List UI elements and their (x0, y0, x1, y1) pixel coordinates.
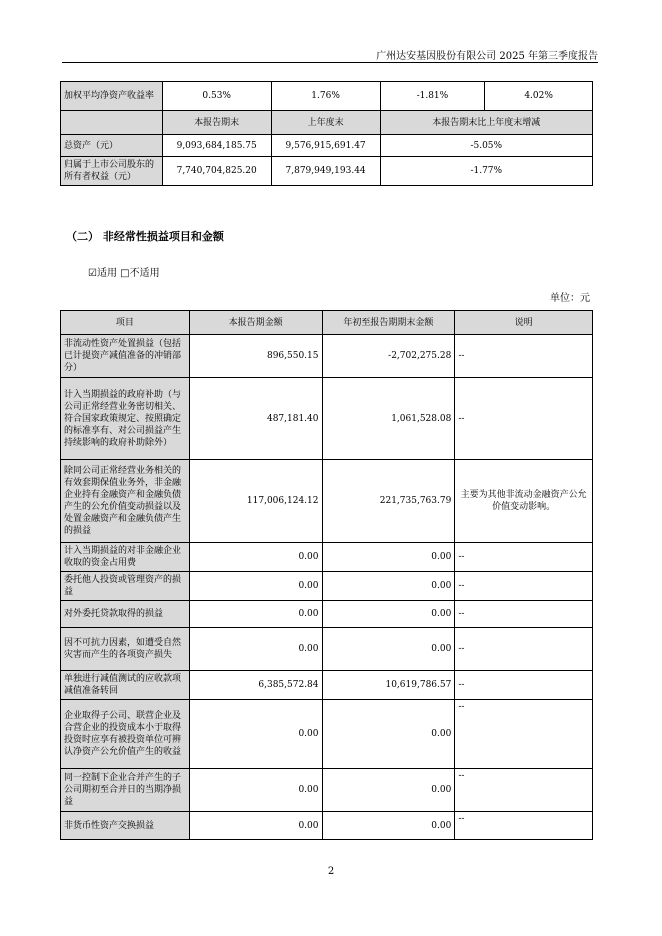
non-recurring-items-table (60, 310, 593, 840)
item-cell: 除同公司正常经营业务相关的有效套期保值业务外，非金融企业持有金融资产和金融负债产生的公允价值变动损益以及处置金融资产和金融负债产生的损益 (61, 460, 190, 543)
cell-value: -1.81% (380, 82, 485, 111)
item-cell: 企业取得子公司、联营企业及合营企业的投资成本小于取得投资时应享有被投资单位可辨认净资产公允价值产生的收益 (61, 700, 190, 769)
item-cell: 委托他人投资或管理资产的损益 (61, 572, 190, 601)
cell-value: 9,576,915,691.47 (271, 135, 380, 157)
page-number: 2 (327, 866, 335, 877)
header-cell: 本报告期末 (162, 111, 271, 135)
note-cell: -- (455, 378, 593, 460)
ytd-amount-cell: 0.00 (322, 700, 455, 769)
item-cell: 非流动性资产处置损益（包括已计提资产减值准备的冲销部分） (61, 335, 190, 378)
current-amount-cell: 487,181.40 (189, 378, 322, 460)
header-cell-item: 项目 (61, 311, 190, 335)
item-cell: 非货币性资产交换损益 (61, 812, 190, 840)
note-cell: -- (455, 700, 593, 769)
table-row (61, 335, 593, 378)
unit-label: 单位：元 (550, 293, 590, 304)
row-label: 加权平均净资产收益率 (61, 82, 163, 111)
header-rule (62, 62, 598, 63)
ytd-amount-cell: 0.00 (322, 812, 455, 840)
header-cell-current: 本报告期金额 (189, 311, 322, 335)
ytd-amount-cell: 0.00 (322, 628, 455, 671)
table-row (61, 628, 593, 671)
note-cell: -- (455, 543, 593, 572)
table-row (61, 460, 593, 543)
table-row (61, 157, 593, 186)
item-cell: 同一控制下企业合并产生的子公司期初至合并日的当期净损益 (61, 769, 190, 812)
note-cell: 主要为其他非流动金融资产公允价值变动影响。 (455, 460, 593, 543)
cell-value: -5.05% (380, 135, 592, 157)
item-cell: 单独进行减值测试的应收款项减值准备转回 (61, 671, 190, 700)
current-amount-cell: 0.00 (189, 769, 322, 812)
current-amount-cell: 0.00 (189, 628, 322, 671)
table-row (61, 543, 593, 572)
table-row (61, 572, 593, 601)
table-row (61, 671, 593, 700)
ytd-amount-cell: 0.00 (322, 601, 455, 628)
cell-value: 4.02% (485, 82, 593, 111)
header-cell-ytd: 年初至报告期期末金额 (322, 311, 455, 335)
note-cell: -- (455, 769, 593, 812)
cell-value: -1.77% (380, 157, 592, 186)
ytd-amount-cell: 0.00 (322, 572, 455, 601)
note-cell: -- (455, 335, 593, 378)
header-cell: 上年度末 (271, 111, 380, 135)
header-cell-note: 说明 (455, 311, 593, 335)
header-cell-empty (61, 111, 163, 135)
ytd-amount-cell: 1,061,528.08 (322, 378, 455, 460)
current-amount-cell: 0.00 (189, 572, 322, 601)
item-cell: 因不可抗力因素，如遭受自然灾害而产生的各项资产损失 (61, 628, 190, 671)
current-amount-cell: 896,550.15 (189, 335, 322, 378)
cell-value: 1.76% (271, 82, 380, 111)
cell-value: 7,879,949,193.44 (271, 157, 380, 186)
section-title: （二） 非经常性损益项目和金额 (66, 230, 224, 243)
ytd-amount-cell: 0.00 (322, 769, 455, 812)
cell-value: 0.53% (162, 82, 271, 111)
note-cell: -- (455, 572, 593, 601)
item-cell: 计入当期损益的政府补助（与公司正常经营业务密切相关、符合国家政策规定、按照确定的标准享有、对公司损益产生持续影响的政府补助除外） (61, 378, 190, 460)
table-row (61, 82, 593, 111)
cell-value: 7,740,704,825.20 (162, 157, 271, 186)
item-cell: 对外委托贷款取得的损益 (61, 601, 190, 628)
table-row (61, 378, 593, 460)
current-amount-cell: 6,385,572.84 (189, 671, 322, 700)
current-amount-cell: 0.00 (189, 700, 322, 769)
ytd-amount-cell: 0.00 (322, 543, 455, 572)
ytd-amount-cell: 221,735,763.79 (322, 460, 455, 543)
row-label: 总资产（元） (61, 135, 163, 157)
financial-summary-table (60, 81, 593, 186)
row-label: 归属于上市公司股东的所有者权益（元） (61, 157, 163, 186)
table-row (61, 769, 593, 812)
note-cell: -- (455, 812, 593, 840)
table-header-row (61, 111, 593, 135)
table-row (61, 812, 593, 840)
table-row (61, 700, 593, 769)
table-header-row (61, 311, 593, 335)
table-row (61, 601, 593, 628)
ytd-amount-cell: -2,702,275.28 (322, 335, 455, 378)
table-row (61, 135, 593, 157)
current-amount-cell: 0.00 (189, 812, 322, 840)
item-cell: 计入当期损益的对非金融企业收取的资金占用费 (61, 543, 190, 572)
current-amount-cell: 0.00 (189, 543, 322, 572)
note-cell: -- (455, 601, 593, 628)
report-header-title: 广州达安基因股份有限公司 2025 年第三季度报告 (376, 51, 598, 62)
cell-value: 9,093,684,185.75 (162, 135, 271, 157)
applicable-checkbox-line: ☑适用 □不适用 (88, 268, 160, 279)
ytd-amount-cell: 10,619,786.57 (322, 671, 455, 700)
header-cell: 本报告期末比上年度末增减 (380, 111, 592, 135)
current-amount-cell: 0.00 (189, 601, 322, 628)
note-cell: -- (455, 628, 593, 671)
current-amount-cell: 117,006,124.12 (189, 460, 322, 543)
note-cell: -- (455, 671, 593, 700)
